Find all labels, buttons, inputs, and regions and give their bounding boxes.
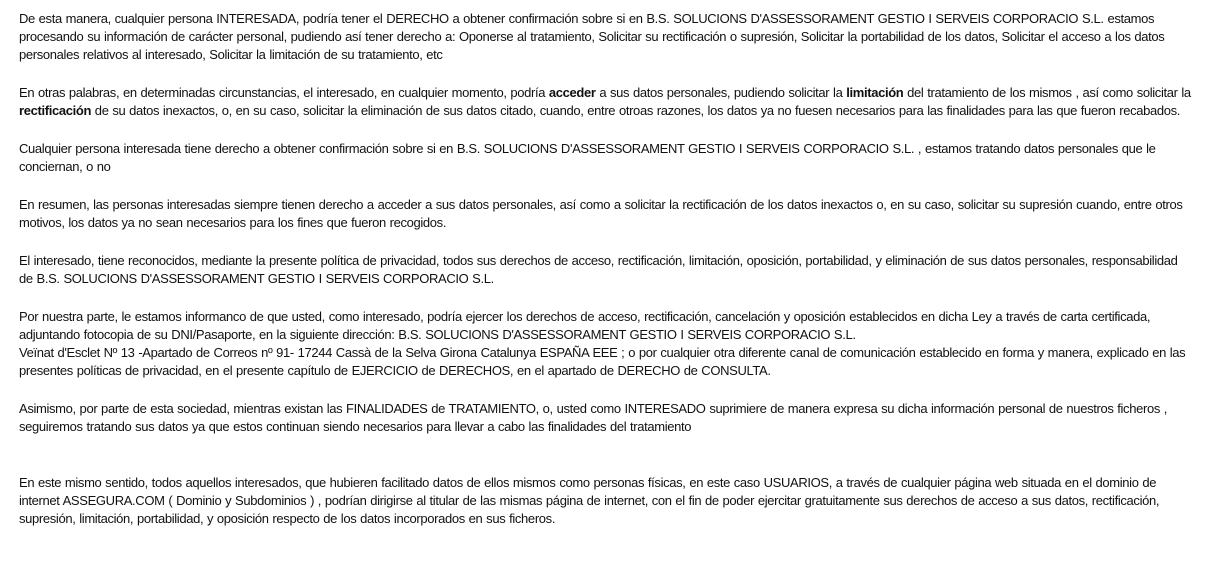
bold-term-acceder: acceder [548, 85, 596, 100]
paragraph-text: En otras palabras, en determinadas circunstancias, el interesado, en cualquier momento, podría [19, 85, 549, 100]
paragraph-text: del tratamiento de los mismos , así como solicitar la [903, 85, 1191, 100]
bold-term-limitacion: limitación [846, 85, 904, 100]
privacy-policy-document [19, 10, 1195, 528]
paragraph-rights-in-other-words [19, 84, 1195, 120]
bold-term-rectificacion: rectificación [19, 103, 92, 118]
postal-address-text: Veïnat d'Esclet Nº 13 -Apartado de Correos nº 91- 17244 Cassà de la Selva Girona Catalunya ESPAÑA EEE ; o por cualquier otra diferente canal de comunicación establecido en forma y manera, explicado en las presentes políticas de privacidad, en el presente capítulo de EJERCICIO de DERECHOS, en el apartado de DERECHO de CONSULTA. [19, 345, 1186, 378]
paragraph-text: a sus datos personales, pudiendo solicitar la [595, 85, 847, 100]
paragraph-text: Por nuestra parte, le estamos informanco de que usted, como interesado, podría ejercer los derechos de acceso, rectificación, cancelación y oposición establecidos en dicha Ley a través de carta certificada, adjuntando fotocopia de su DNI/Pasaporte, en la siguiente dirección: B.S. SOLUCIONS D'ASSESSORAMENT GESTIO I SERVEIS CORPORACIO S.L. [19, 309, 1151, 342]
paragraph-right-to-confirmation: De esta manera, cualquier persona INTERESADA, podría tener el DERECHO a obtener confirmación sobre si en B.S. SOLUCIONS D'ASSESSORAMENT GESTIO I SERVEIS CORPORACIO S.L. estamos procesando su información de carácter personal, pudiendo así tener derecho a: Oponerse al tratamiento, Solicitar su rectificación o supresión, Solicitar la portabilidad de los datos, Solicitar el acceso a los datos personales relativos al interesado, Solicitar la limitación de su tratamiento, etc [19, 11, 1165, 62]
paragraph-continued-processing: Asimismo, por parte de esta sociedad, mientras existan las FINALIDADES de TRATAMIENTO, o, usted como INTERESADO suprimiere de manera expresa su dicha información personal de nuestros ficheros , seguiremos tratando sus datos ya que estos continuan siendo necesarios para llevar a cabo las finalidades del tratamiento [19, 401, 1167, 434]
paragraph-confirmation-right: Cualquier persona interesada tiene derecho a obtener confirmación sobre si en B.S. SOLUCIONS D'ASSESSORAMENT GESTIO I SERVEIS CORPORACIO S.L. , estamos tratando datos personales que le conciernan, o no [19, 141, 1156, 174]
paragraph-text: de su datos inexactos, o, en su caso, solicitar la eliminación de sus datos citado, cuando, entre otroas razones, los datos ya no fuesen necesarios para las finalidades para las que fueron recabados. [91, 103, 1181, 118]
paragraph-users-rights: En este mismo sentido, todos aquellos interesados, que hubieren facilitado datos de ellos mismos como personas físicas, en este caso USUARIOS, a través de cualquier página web situada en el dominio de internet ASSEGURA.COM ( Dominio y Subdominios ) , podrían dirigirse al titular de las mismas página de internet, con el fin de poder ejercitar gratuitamente sus derechos de acceso a sus datos, rectificación, supresión, limitación, portabilidad, y oposición respecto de los datos incorporados en sus ficheros. [19, 475, 1160, 526]
paragraph-summary: En resumen, las personas interesadas siempre tienen derecho a acceder a sus datos personales, así como a solicitar la rectificación de los datos inexactos o, en su caso, solicitar su supresión cuando, entre otros motivos, los datos ya no sean necesarios para los fines que fueron recogidos. [19, 197, 1183, 230]
paragraph-how-to-exercise [19, 308, 1195, 380]
paragraph-recognized-rights: El interesado, tiene reconocidos, mediante la presente política de privacidad, todos sus derechos de acceso, rectificación, limitación, oposición, portabilidad, y eliminación de sus datos personales, responsabilidad de B.S. SOLUCIONS D'ASSESSORAMENT GESTIO I SERVEIS CORPORACIO S.L. [19, 253, 1178, 286]
